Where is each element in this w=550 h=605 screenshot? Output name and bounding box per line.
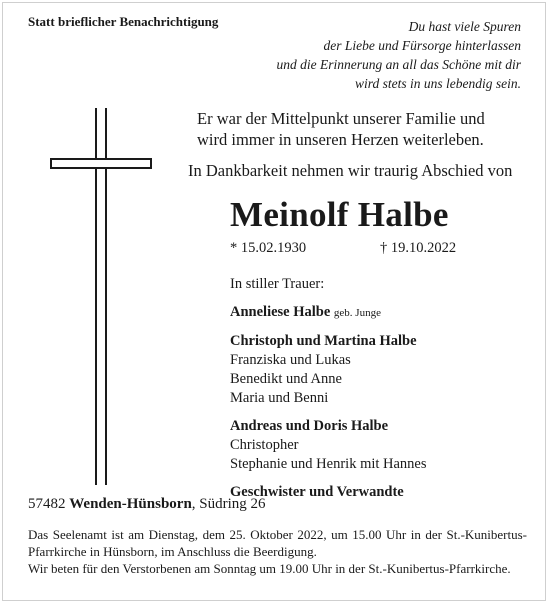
spouse-entry	[230, 303, 530, 323]
farewell-line: In Dankbarkeit nehmen wir traurig Abschied von	[188, 161, 513, 180]
family-member: Stephanie und Henrik mit Hannes	[230, 456, 427, 472]
cross-beam-end-right	[150, 158, 152, 169]
family-member: Franziska und Lukas	[230, 352, 351, 368]
prayer-info: Wir beten für den Verstorbenen am Sonntag um 19.00 Uhr in der St.-Kunibertus-Pfarrkirche.	[28, 561, 511, 576]
poem	[201, 17, 521, 93]
service-details	[28, 526, 527, 577]
tribute-text	[197, 108, 527, 150]
notice-heading: Statt brieflicher Benachrichtigung	[28, 14, 219, 29]
deceased-name: Meinolf Halbe	[230, 195, 449, 234]
family-head: Christoph und Martina Halbe	[230, 333, 417, 349]
tribute-line: Er war der Mittelpunkt unserer Familie und	[197, 109, 485, 128]
requiem-info: Das Seelenamt ist am Dienstag, dem 25. Oktober 2022, um 15.00 Uhr in der St.-Kunibertus-Pfarrkirche in Hünsborn, im Anschluss die Beerdigung.	[28, 527, 527, 559]
mourners-list	[230, 275, 530, 502]
cross-beam-end-left	[50, 158, 52, 169]
family-member: Benedikt und Anne	[230, 371, 342, 387]
spouse-maiden-name: geb. Junge	[333, 307, 381, 319]
poem-line: und die Erinnerung an all das Schöne mit dir	[276, 57, 521, 72]
family-member: Christopher	[230, 437, 299, 453]
town: Wenden-Hünsborn	[69, 496, 192, 512]
family-member: Maria und Benni	[230, 390, 329, 406]
death-date: † 19.10.2022	[380, 240, 457, 256]
street: , Südring 26	[191, 496, 266, 512]
mourners-heading: In stiller Trauer:	[230, 276, 325, 292]
cross-center	[97, 160, 105, 167]
spouse-name: Anneliese Halbe	[230, 304, 331, 320]
address-line	[28, 496, 266, 513]
poem-line: Du hast viele Spuren	[408, 19, 521, 34]
postcode: 57482	[28, 496, 66, 512]
birth-date: * 15.02.1930	[230, 240, 307, 256]
tribute-line: wird immer in unseren Herzen weiterleben.	[197, 130, 484, 149]
poem-line: der Liebe und Fürsorge hinterlassen	[323, 38, 521, 53]
poem-line: wird stets in uns lebendig sein.	[355, 76, 521, 91]
family-head: Andreas und Doris Halbe	[230, 418, 389, 434]
relatives-entry: Geschwister und Verwandte	[230, 484, 404, 500]
